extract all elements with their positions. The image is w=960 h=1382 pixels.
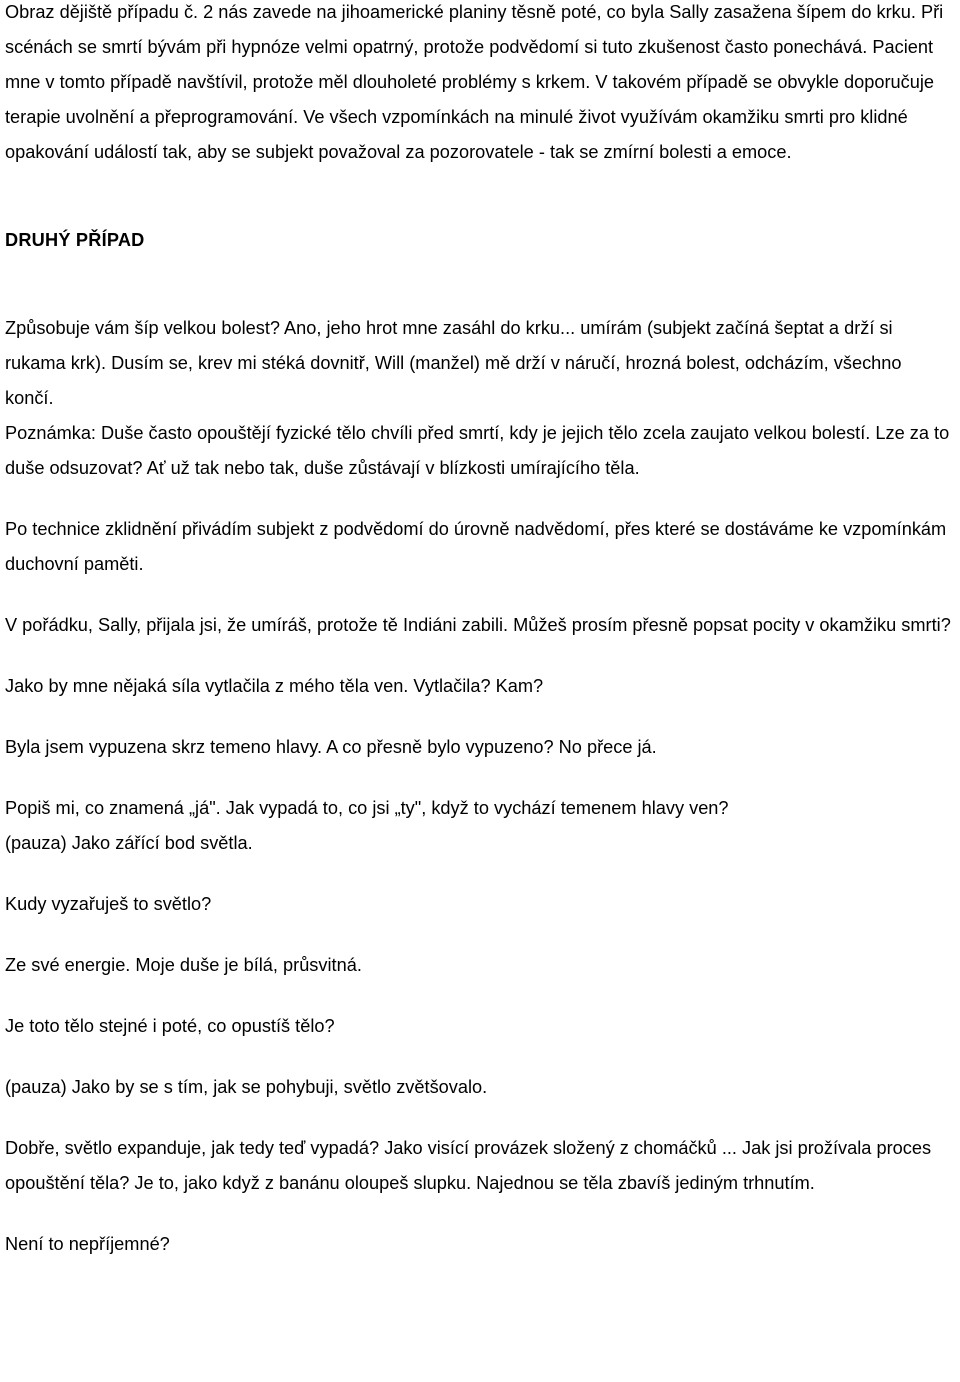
paragraph-crown: Byla jsem vypuzena skrz temeno hlavy. A co přesně bylo vypuzeno? No přece já. <box>5 737 657 757</box>
paragraph-technique: Po technice zklidnění přivádím subjekt z podvědomí do úrovně nadvědomí, přes které se dostáváme ke vzpomínkám duchovní paměti. <box>5 519 947 574</box>
paragraph-unpleasant: Není to nepříjemné? <box>5 1234 170 1254</box>
paragraph-radiate: Kudy vyzařuješ to světlo? <box>5 894 212 914</box>
paragraph-light-expands: Dobře, světlo expanduje, jak tedy teď vypadá? Jako visící provázek složený z chomáčků ... Jak jsi prožívala proces opouštění těla? Je to, jako když z banánu oloupeš slupku. Najednou se těla zbavíš jediným trhnutím. <box>5 1138 932 1193</box>
section-heading: DRUHÝ PŘÍPAD <box>5 230 145 250</box>
note-paragraph: Poznámka: Duše často opouštějí fyzické tělo chvíli před smrtí, kdy je jejich tělo zcela zaujato velkou bolestí. Lze za to duše odsuzovat? Ať už tak nebo tak, duše zůstávají v blízkosti umírajícího těla. <box>5 423 950 478</box>
paragraph-same-body: Je toto tělo stejné i poté, co opustíš tělo? <box>5 1016 335 1036</box>
paragraph-light-grows: (pauza) Jako by se s tím, jak se pohybuji, světlo zvětšovalo. <box>5 1077 488 1097</box>
intro-paragraph: Obraz dějiště případu č. 2 nás zavede na jihoamerické planiny těsně poté, co byla Sally zasažena šípem do krku. Při scénách se smrtí bývám při hypnóze velmi opatrný, protože podvědomí si tuto zkušenost často ponechává. Pacient mne v tomto případě navštívil, protože měl dlouholeté problémy s krkem. V takovém případě se obvykle doporučuje terapie uvolnění a přeprogramování. Ve všech vzpomínkách na minulé život využívám okamžiku smrti pro klidné opakování událostí tak, aby se subjekt považoval za pozorovatele - tak se zmírní bolesti a emoce. <box>5 2 944 162</box>
paragraph-describe-me: Popiš mi, co znamená „já". Jak vypadá to, co jsi „ty", když to vychází temenem hlavy ven? <box>5 798 729 818</box>
document-page <box>5 0 955 1262</box>
paragraph-arrow-pain: Způsobuje vám šíp velkou bolest? Ano, jeho hrot mne zasáhl do krku... umírám (subjekt začíná šeptat a drží si rukama krk). Dusím se, krev mi stéká dovnitř, Will (manžel) mě drží v náručí, hrozná bolest, odcházím, všechno končí. <box>5 318 902 408</box>
paragraph-glowing-point: (pauza) Jako zářící bod světla. <box>5 833 253 853</box>
paragraph-pushed-out: Jako by mne nějaká síla vytlačila z mého těla ven. Vytlačila? Kam? <box>5 676 544 696</box>
paragraph-energy: Ze své energie. Moje duše je bílá, průsvitná. <box>5 955 362 975</box>
paragraph-sally-accept: V pořádku, Sally, přijala jsi, že umíráš, protože tě Indiáni zabili. Můžeš prosím přesně popsat pocity v okamžiku smrti? <box>5 615 951 635</box>
